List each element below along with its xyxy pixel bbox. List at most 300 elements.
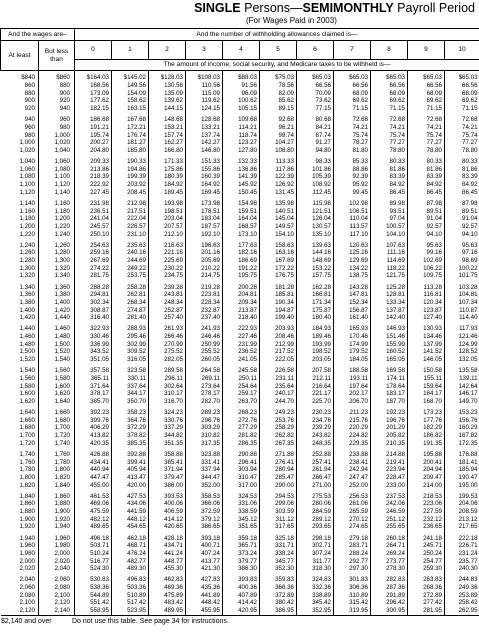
amount-cell: 173.23 [408,409,445,417]
amount-cell: 95.63 [408,242,445,250]
amount-cell: 182.16 [223,249,260,257]
amount-cell: 192.10 [186,231,223,239]
amount-cell: $88.03 [223,74,260,82]
amount-cell: 108.80 [260,147,297,155]
allowances-header: And the number of withholding allowances claimed is— [75,29,479,41]
amount-cell: 316.70 [149,398,186,406]
amount-cell: 264.58 [186,367,223,375]
amount-cell: 173.10 [223,231,260,239]
amount-cell: 250.99 [186,341,223,349]
amount-cell: 386.00 [149,482,186,490]
amount-cell: 336.99 [75,341,112,349]
amount-cell: 129.69 [334,257,371,265]
page-subtitle: (For Wages Paid in 2003) [246,16,337,25]
amount-cell: 289.12 [297,516,334,524]
amount-cell: 149.56 [112,82,149,90]
but-less-cell: 1,980 [39,542,75,550]
amount-cell: 231.10 [112,231,149,239]
amount-cell: 186.69 [223,257,260,265]
amount-cell: 380.42 [260,599,297,607]
amount-cell: 496.83 [112,576,149,584]
amount-cell: 258.28 [112,284,149,292]
amount-cell: 285.47 [260,474,297,482]
amount-cell: 288.24 [334,550,371,558]
amount-cell: 241.18 [408,535,445,543]
amount-cell: 289.58 [149,367,186,375]
amount-cell: 252.87 [149,307,186,315]
table-row [1,215,479,223]
amount-cell: 174.99 [334,341,371,349]
amount-cell: 222.05 [260,356,297,364]
but-less-cell: 1,640 [39,398,75,406]
amount-cell: 155.99 [371,341,408,349]
amount-cell: 219.41 [371,459,408,467]
amount-cell: 117.10 [334,231,371,239]
amount-cell: 87.74 [297,132,334,140]
amount-cell: 104.81 [445,291,479,299]
amount-cell: 279.18 [334,535,371,543]
amount-cell: 117.86 [260,166,297,174]
amount-cell: 230.22 [149,265,186,273]
but-less-cell: 1,440 [39,314,75,322]
amount-cell: 255.65 [371,523,408,531]
amount-cell: 169.45 [186,189,223,197]
but-less-cell: 1,220 [39,223,75,231]
amount-cell: 197.64 [334,383,371,391]
amount-cell: 187.57 [186,223,223,231]
amount-cell: 292.77 [334,558,371,566]
amount-cell: 243.82 [297,432,334,440]
amount-cell: 77.27 [445,139,479,147]
but-less-cell: 1,600 [39,383,75,391]
at-least-cell: 1,560 [19,374,35,382]
amount-cell: 69.62 [408,97,445,105]
amount-cell: 558.95 [75,607,112,615]
amount-cell: 87.98 [408,200,445,208]
amount-cell: 258.29 [260,424,297,432]
amount-cell: 151.33 [186,158,223,166]
but-less-cell: 1,400 [39,299,75,307]
amount-cell: 462.83 [149,576,186,584]
amount-cell: 211.23 [334,409,371,417]
amount-cell: 105.15 [223,105,260,113]
but-less-cell: 1,940 [39,523,75,531]
allowance-column-header: 4 [223,41,260,60]
amount-cell: 77.27 [408,139,445,147]
amount-cell: 420.65 [149,523,186,531]
amount-cell: 166.80 [149,147,186,155]
but-less-cell: 1,620 [39,390,75,398]
amount-cell: 371.94 [149,466,186,474]
amount-cell: 128.68 [186,116,223,124]
amount-cell: 154.98 [223,200,260,208]
amount-cell: 407.89 [223,592,260,600]
but-less-cell: 1,480 [39,333,75,341]
amount-cell: 209.47 [408,474,445,482]
table-row [1,508,479,516]
amount-cell: 434.06 [112,500,149,508]
amount-cell: 345.77 [260,558,297,566]
amount-cell: 224.82 [334,432,371,440]
allowance-column-header: 3 [186,41,223,60]
amount-cell: 240.16 [112,249,149,257]
but-less-cell: 1,160 [39,200,75,208]
amount-cell: 405.94 [112,466,149,474]
at-least-cell: 960 [24,123,35,131]
at-least-cell: 1,000 [19,139,35,147]
amount-cell: 194.87 [260,307,297,315]
amount-cell: 177.62 [75,97,112,105]
amount-cell: 185.80 [112,147,149,155]
amount-cell: 295.46 [112,333,149,341]
amount-cell: 263.83 [408,576,445,584]
amount-cell: 146.93 [371,325,408,333]
amount-cell: 544.89 [75,592,112,600]
amount-cell: 208.46 [260,333,297,341]
amount-cell: 95.63 [445,242,479,250]
amount-cell: 266.46 [149,333,186,341]
amount-cell: 114.40 [445,314,479,322]
amount-cell: 181.27 [112,139,149,147]
amount-cell: 352.00 [186,482,223,490]
amount-cell: 413.77 [186,558,223,566]
amount-cell: 202.17 [334,390,371,398]
amount-cell: 167.82 [445,432,479,440]
amount-cell: 204.80 [75,147,112,155]
amount-cell: 251.12 [371,516,408,524]
amount-cell: 223.06 [408,500,445,508]
amount-cell: 94.80 [297,147,334,155]
but-less-cell: 2,000 [39,550,75,558]
amount-cell: 253.89 [445,592,479,600]
but-less-cell: 1,800 [39,466,75,474]
amount-cell: 247.47 [334,474,371,482]
amount-cell: 98.33 [297,158,334,166]
amount-cell: 82.09 [260,90,297,98]
table-row [1,325,479,333]
amount-cell: 159.64 [408,383,445,391]
amount-cell: 261.06 [334,500,371,508]
table-row [1,565,479,573]
at-least-cell: 1,080 [19,173,35,181]
amount-cell: 200.28 [223,284,260,292]
amount-cell: 218.53 [408,493,445,501]
amount-cell: 516.77 [75,558,112,566]
at-least-cell: 1,020 [19,146,35,154]
amount-cell: 68.09 [334,90,371,98]
amount-cell: 208.59 [445,508,479,516]
amount-cell: 454.65 [112,523,149,531]
amount-cell: 294.81 [75,291,112,299]
amount-cell: 281.82 [223,432,260,440]
amount-cell: 137.99 [408,341,445,349]
table-row [1,432,479,440]
at-least-cell: 1,140 [19,199,35,207]
amount-cell: 165.05 [371,356,408,364]
table-row [1,482,479,490]
amount-cell: 135.10 [297,231,334,239]
amount-cell: 154.09 [112,90,149,98]
at-least-cell: 1,720 [19,439,35,447]
amount-cell: 102.98 [334,200,371,208]
amount-cell: 413.82 [75,432,112,440]
amount-cell: 96.21 [260,124,297,132]
amount-cell: 400.71 [186,542,223,550]
amount-cell: 121.46 [445,333,479,341]
amount-cell: 420.35 [75,440,112,448]
wages-header: And the wages are– [1,29,75,41]
amount-cell: 393.18 [186,535,223,543]
amount-cell: 232.12 [408,516,445,524]
amount-cell: 71.15 [371,105,408,113]
amount-cell: 83.39 [408,173,445,181]
amount-cell: 482.12 [75,516,112,524]
amount-cell: 469.36 [149,584,186,592]
amount-cell: 302.99 [112,341,149,349]
table-row [1,132,479,140]
at-least-cell: 1,320 [19,272,35,280]
amount-cell: 123.27 [223,139,260,147]
amount-cell: 198.51 [149,208,186,216]
amount-cell: 181.41 [445,459,479,467]
amount-cell: 281.40 [112,314,149,322]
amount-cell: 214.75 [186,272,223,280]
amount-cell: 257.40 [149,314,186,322]
amount-cell: 483.42 [149,599,186,607]
table-row [1,390,479,398]
at-least-cell: 900 [24,97,35,105]
amount-cell: 244.83 [445,576,479,584]
amount-cell: 84.92 [445,181,479,189]
amount-cell: 296.11 [149,375,186,383]
amount-cell: 106.22 [408,265,445,273]
amount-cell: 81.86 [408,166,445,174]
amount-cell: 72.68 [371,116,408,124]
but-less-cell: 1,360 [39,284,75,292]
amount-cell: 256.53 [334,493,371,501]
amount-cell: 386.30 [223,565,260,573]
amount-cell: 267.69 [75,257,112,265]
amount-cell: 503.71 [75,542,112,550]
at-least-cell: 1,240 [19,241,35,249]
amount-cell: 287.36 [371,584,408,592]
at-least-cell: 1,480 [19,340,35,348]
amount-cell: 153.22 [297,265,334,273]
amount-cell: 181.28 [260,284,297,292]
amount-cell: 252.00 [334,482,371,490]
amount-cell: 496.18 [75,535,112,543]
amount-cell: 182.29 [408,424,445,432]
but-less-cell: 1,300 [39,257,75,265]
amount-cell: 392.23 [75,409,112,417]
amount-cell: 230.23 [297,409,334,417]
table-row [1,356,479,364]
amount-cell: 194.86 [112,166,149,174]
amount-cell: 489.65 [75,523,112,531]
amount-cell: 71.15 [408,105,445,113]
amount-cell: 254.63 [75,242,112,250]
amount-cell: 310.82 [186,432,223,440]
amount-cell: 144.15 [149,105,186,113]
amount-cell: 298.18 [297,535,334,543]
amount-cell: 222.18 [445,535,479,543]
table-row [1,307,479,315]
amount-cell: 311.77 [297,558,334,566]
table-row [1,139,479,147]
amount-cell: 77.27 [371,139,408,147]
at-least-cell: 880 [24,89,35,97]
amount-cell: 239.28 [149,284,186,292]
amount-cell: 110.87 [445,307,479,315]
amount-cell: 155.11 [408,375,445,383]
footer-over-label: $2,140 and over [1,618,52,625]
but-less-cell: 2,120 [39,599,75,607]
amount-cell: 372.59 [186,508,223,516]
amount-cell: 242.06 [371,500,408,508]
amount-cell: 407.24 [186,550,223,558]
amount-cell: 201.29 [371,424,408,432]
amount-cell: 273.77 [371,558,408,566]
amount-cell: 139.62 [149,97,186,105]
amount-cell: 78.27 [334,139,371,147]
amount-cell: 127.80 [223,147,260,155]
table-row [1,82,479,90]
amount-cell: 330.46 [75,333,112,341]
amount-cell: 324.23 [149,409,186,417]
amount-cell: 183.04 [186,215,223,223]
amount-cell: 81.86 [445,166,479,174]
amount-cell: 146.80 [186,147,223,155]
amount-cell: 448.12 [112,516,149,524]
amount-cell: 399.76 [75,417,112,425]
but-less-cell: 1,780 [39,459,75,467]
amount-cell: 196.76 [371,417,408,425]
amount-cell: 195.74 [75,132,112,140]
amount-cell: 524.30 [75,565,112,573]
amount-cell: 199.53 [445,493,479,501]
amount-cell: 222.93 [223,325,260,333]
amount-cell: 122.39 [260,173,297,181]
amount-cell: 266.47 [297,474,334,482]
amount-cell: 371.64 [75,383,112,391]
amount-cell: 150.58 [408,367,445,375]
but-less-cell: 1,020 [39,139,75,147]
amount-cell: 359.83 [260,576,297,584]
amount-cell: 93.51 [371,208,408,216]
amount-cell: 69.62 [445,97,479,105]
at-least-cell: 1,760 [19,458,35,466]
amount-cell: 99.45 [334,189,371,197]
but-less-cell: 2,080 [39,584,75,592]
amount-cell: 231.24 [445,550,479,558]
amount-cell: 435.36 [186,584,223,592]
amount-cell: 121.51 [297,208,334,216]
table-row [1,200,479,208]
amount-note: The amount of income, social security, and Medicare taxes to be withheld is— [75,60,479,71]
amount-cell: 183.17 [371,390,408,398]
at-least-cell: 1,620 [19,397,35,405]
amount-cell: 268.34 [112,299,149,307]
amount-cell: 162.27 [149,139,186,147]
allowance-column-header: 5 [260,41,297,60]
amount-cell: 201.16 [186,249,223,257]
table-row [1,584,479,592]
amount-cell: 126.04 [297,215,334,223]
amount-cell: 214.00 [408,482,445,490]
amount-cell: 135.09 [149,90,186,98]
but-less-cell: 1,420 [39,307,75,315]
amount-cell: 74.21 [445,124,479,132]
amount-cell: 406.29 [75,424,112,432]
amount-cell: 85.62 [260,97,297,105]
amount-cell: 223.94 [371,466,408,474]
amount-cell: 255.52 [186,348,223,356]
at-least-header: At least [1,41,39,71]
amount-cell: 338.59 [223,508,260,516]
amount-cell: 92.57 [408,223,445,231]
but-less-cell: 1,080 [39,166,75,174]
amount-cell: 113.57 [334,223,371,231]
amount-cell: 193.11 [334,375,371,383]
amount-cell: 448.77 [149,558,186,566]
amount-cell: 203.92 [112,181,149,189]
amount-cell: 186.82 [408,432,445,440]
amount-cell: 113.33 [260,158,297,166]
at-least-cell: 1,340 [19,283,35,291]
amount-cell: 420.95 [223,607,260,615]
amount-cell: 146.17 [445,390,479,398]
amount-cell: 265.59 [334,508,371,516]
amount-cell: 330.76 [149,417,186,425]
amount-cell: 184.92 [149,181,186,189]
allowance-column-header: 6 [297,41,334,60]
amount-cell: 89.15 [260,105,297,113]
amount-cell: 243.81 [149,291,186,299]
amount-cell: 153.21 [149,124,186,132]
table-row [1,459,479,467]
but-less-cell: 1,460 [39,325,75,333]
table-row [1,90,479,98]
at-least-cell: 2,000 [19,557,35,565]
at-least-cell: 1,380 [19,298,35,306]
amount-cell: 83.39 [371,173,408,181]
table-row [1,105,479,113]
amount-cell: 204.81 [223,291,260,299]
amount-cell: 307.24 [297,550,334,558]
amount-cell: 434.71 [149,542,186,550]
but-less-cell: 1,760 [39,451,75,459]
amount-cell: 372.29 [112,424,149,432]
amount-cell: 259.17 [223,390,260,398]
table-row [1,173,479,181]
amount-cell: 178.64 [371,383,408,391]
allowance-column-header: 0 [75,41,112,60]
amount-cell: 66.56 [334,82,371,90]
amount-cell: 235.77 [445,558,479,566]
amount-cell: 551.42 [75,599,112,607]
amount-cell: 278.17 [186,390,223,398]
amount-cell: 288.93 [112,325,149,333]
amount-cell: 101.86 [297,166,334,174]
amount-cell: 171.34 [297,299,334,307]
amount-cell: 350.70 [112,398,149,406]
at-least-cell: 1,400 [19,306,35,314]
amount-cell: 118.22 [371,265,408,273]
amount-cell: 115.09 [186,90,223,98]
amount-cell: 249.23 [260,409,297,417]
table-row [1,249,479,257]
amount-cell: 455.95 [186,607,223,615]
